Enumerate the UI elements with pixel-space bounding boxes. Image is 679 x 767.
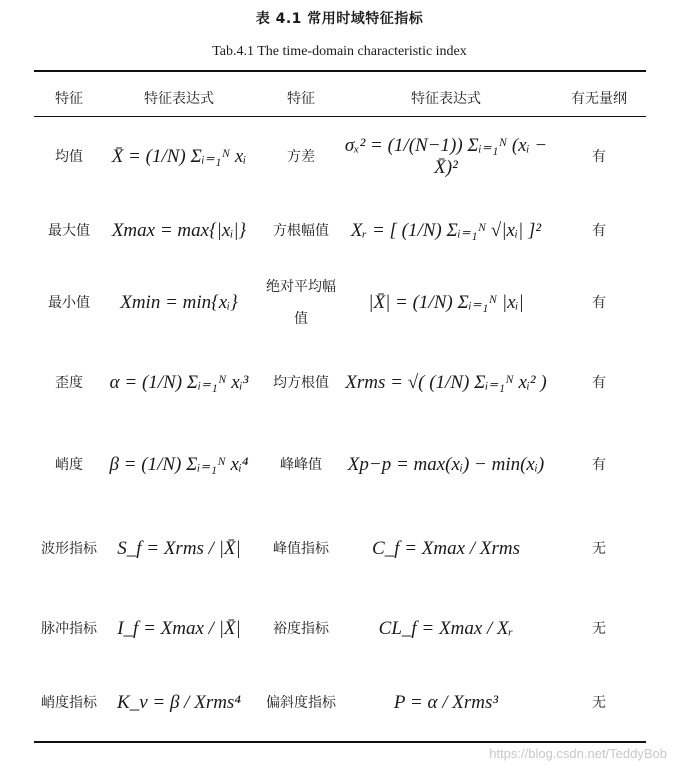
table-caption-english: Tab.4.1 The time-domain characteristic index [212,44,467,59]
table-cell-feature: 最大值 [48,223,90,239]
table-cell-dimension: 有 [592,457,606,473]
header-expression: 特征表达式 [411,91,481,107]
table-cell-dimension: 无 [592,621,606,637]
table-cell-dimension: 有 [592,375,606,391]
table-cell-feature: 方根幅值 [273,223,329,239]
table-cell-expression: CL_f = Xmax / Xᵣ [378,618,514,639]
table-cell-feature: 均值 [55,149,83,165]
table-cell-expression: α = (1/N) Σᵢ₌₁ᴺ xᵢ³ [109,372,249,393]
table-cell-feature: 波形指标 [41,541,97,557]
table-cell-expression: Xp−p = max(xᵢ) − min(xᵢ) [347,454,545,475]
table-cell-feature: 绝对平均幅值 [266,279,336,327]
table-cell-expression: β = (1/N) Σᵢ₌₁ᴺ xᵢ⁴ [109,454,249,475]
table-cell-expression: S_f = Xrms / |X̄| [117,538,241,559]
table-cell-feature: 峰值指标 [273,541,329,557]
table-cell-expression: P = α / Xrms³ [393,692,499,713]
table-cell-expression: X̄ = (1/N) Σᵢ₌₁ᴺ xᵢ [111,146,247,167]
bottom-rule [34,741,646,743]
header-feature: 特征 [55,91,83,107]
table-cell-dimension: 无 [592,695,606,711]
table-cell-expression: σₓ² = (1/(N−1)) Σᵢ₌₁ᴺ (xᵢ − X̄)² [344,135,548,178]
table-cell-expression: Xᵣ = [ (1/N) Σᵢ₌₁ᴺ √|xᵢ| ]² [350,220,542,241]
table-cell-dimension: 有 [592,149,606,165]
watermark-url: https://blog.csdn.net/TeddyBob [489,746,667,761]
header-expression: 特征表达式 [144,91,214,107]
table-cell-expression: C_f = Xmax / Xrms [372,538,520,559]
table-cell-dimension: 无 [592,541,606,557]
table-cell-expression: Xmin = min{xᵢ} [120,292,238,313]
table-cell-feature: 裕度指标 [273,621,329,637]
header-rule [34,116,646,117]
table-cell-dimension: 有 [592,295,606,311]
table-cell-feature: 均方根值 [273,375,329,391]
top-rule [34,70,646,72]
table-cell-expression: I_f = Xmax / |X̄| [117,618,241,639]
header-feature: 特征 [287,91,315,107]
table-cell-feature: 偏斜度指标 [266,695,336,711]
table-cell-feature: 最小值 [48,295,90,311]
header-dimension: 有无量纲 [571,91,627,107]
table-cell-feature: 歪度 [55,375,83,391]
table-cell-expression: |X̄| = (1/N) Σᵢ₌₁ᴺ |xᵢ| [368,292,524,313]
table-cell-feature: 脉冲指标 [41,621,97,637]
table-cell-feature: 峰峰值 [280,457,322,473]
table-caption-chinese: 表 4.1 常用时域特征指标 [255,11,424,27]
table-cell-feature: 峭度指标 [41,695,97,711]
table-cell-dimension: 有 [592,223,606,239]
table-cell-expression: Xrms = √( (1/N) Σᵢ₌₁ᴺ xᵢ² ) [345,372,547,393]
table-cell-expression: K_v = β / Xrms⁴ [117,692,241,713]
table-cell-feature: 方差 [287,149,315,165]
table-cell-expression: Xmax = max{|xᵢ|} [111,220,247,241]
table-cell-feature: 峭度 [55,457,83,473]
